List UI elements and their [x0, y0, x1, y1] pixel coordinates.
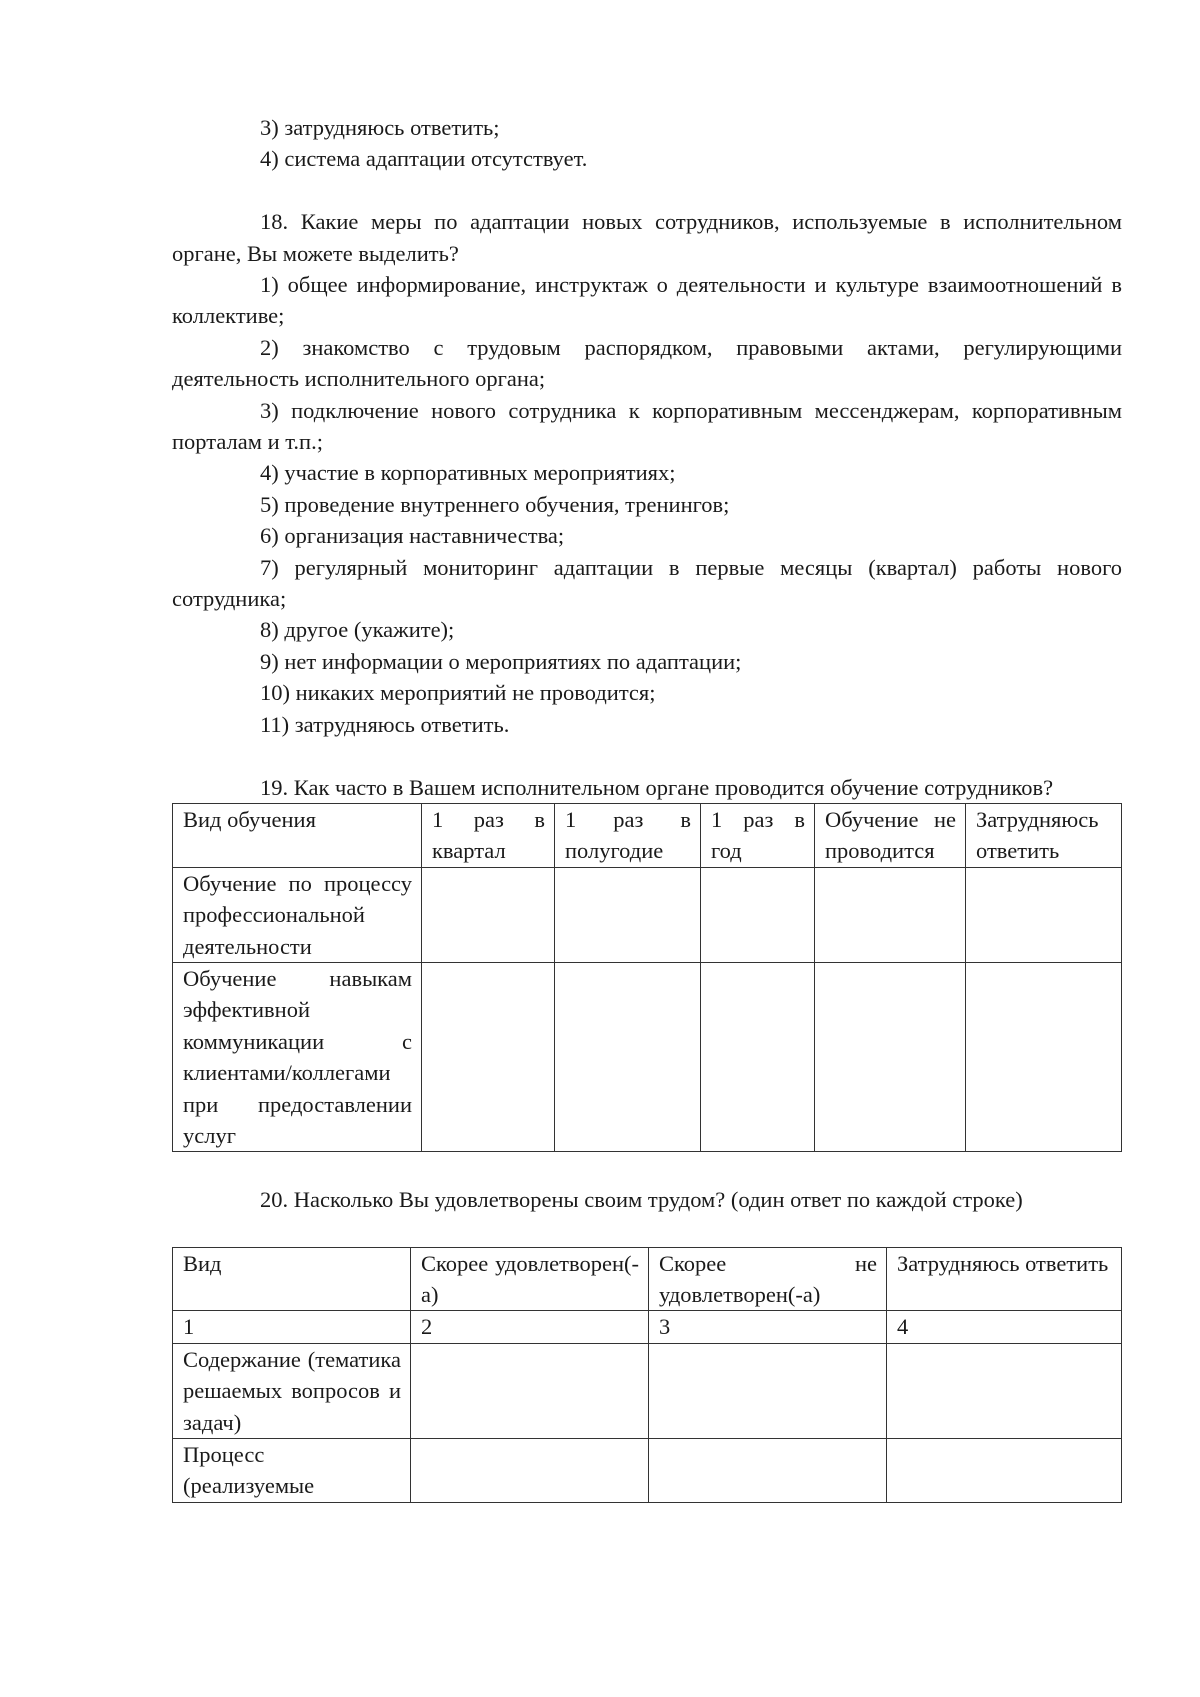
table-row	[173, 1343, 1122, 1438]
answer-cell[interactable]	[411, 1439, 649, 1503]
answer-cell[interactable]	[815, 867, 966, 962]
spacer	[172, 175, 1122, 206]
q18-option: 4) участие в корпоративных мероприятиях;	[260, 460, 676, 486]
q18-option: 6) организация наставничества;	[260, 523, 565, 549]
row-label-cell: Обучение по процессу профессиональной деятельности	[173, 867, 422, 962]
header-cell: Скорее не удовлетворен(-а)	[649, 1247, 887, 1311]
row-label-cell: Содержание (тематика решаемых вопросов и задач)	[173, 1343, 411, 1438]
q18-option: 2) знакомство с трудовым распорядком, правовыми актами, регулирующими деятельность исполнительного органа;	[172, 334, 1122, 392]
row-label-cell: Обучение навыкам эффективной коммуникации с клиентами/коллегами при предоставлении услуг	[173, 962, 422, 1151]
table-row	[173, 962, 1122, 1151]
table-header-row	[173, 1247, 1122, 1311]
table-row	[173, 1439, 1122, 1503]
answer-cell[interactable]	[887, 1439, 1122, 1503]
column-number-cell: 3	[649, 1311, 887, 1343]
q18-option: 7) регулярный мониторинг адаптации в первые месяцы (квартал) работы нового сотрудника;	[172, 554, 1122, 612]
q18-option: 11) затрудняюсь ответить.	[260, 711, 510, 737]
answer-cell[interactable]	[966, 962, 1122, 1151]
spacer	[172, 740, 1122, 771]
answer-cell[interactable]	[701, 867, 815, 962]
column-number-cell: 2	[411, 1311, 649, 1343]
q18-option: 1) общее информирование, инструктаж о деятельности и культуре взаимоотношений в коллективе;	[172, 272, 1122, 329]
answer-cell[interactable]	[815, 962, 966, 1151]
q20-table	[172, 1247, 1122, 1503]
header-cell: 1 раз в год	[701, 803, 815, 867]
q18-question: 18. Какие меры по адаптации новых сотрудников, используемые в исполнительном органе, Вы можете выделить?	[172, 209, 1122, 266]
answer-cell[interactable]	[555, 867, 701, 962]
table-row	[173, 867, 1122, 962]
document-page	[172, 112, 1122, 1503]
header-cell: 1 раз в полугодие	[555, 803, 701, 867]
answer-cell[interactable]	[966, 867, 1122, 962]
q18-option: 8) другое (укажите);	[260, 617, 455, 643]
table-header-row	[173, 803, 1122, 867]
answer-cell[interactable]	[411, 1343, 649, 1438]
answer-cell[interactable]	[649, 1343, 887, 1438]
header-cell: Обучение не проводится	[815, 803, 966, 867]
answer-cell[interactable]	[422, 867, 555, 962]
header-cell: Вид обучения	[173, 803, 422, 867]
q18-option: 5) проведение внутреннего обучения, тренингов;	[260, 491, 730, 517]
header-cell: Затрудняюсь ответить	[966, 803, 1122, 867]
table-number-row	[173, 1311, 1122, 1343]
header-cell: Затрудняюсь ответить	[887, 1247, 1122, 1311]
intro-item: 4) система адаптации отсутствует.	[260, 146, 588, 172]
answer-cell[interactable]	[555, 962, 701, 1151]
column-number-cell: 1	[173, 1311, 411, 1343]
intro-item: 3) затрудняюсь ответить;	[260, 115, 500, 140]
spacer	[172, 1215, 1122, 1246]
row-label-cell: Процесс (реализуемые	[173, 1439, 411, 1503]
answer-cell[interactable]	[887, 1343, 1122, 1438]
q18-option: 9) нет информации о мероприятиях по адаптации;	[260, 648, 742, 674]
q19-question: 19. Как часто в Вашем исполнительном органе проводится обучение сотрудников?	[260, 774, 1054, 800]
answer-cell[interactable]	[701, 962, 815, 1151]
q19-table	[172, 803, 1122, 1152]
q20-question: 20. Насколько Вы удовлетворены своим трудом? (один ответ по каждой строке)	[260, 1186, 1023, 1212]
q18-option: 10) никаких мероприятий не проводится;	[260, 680, 656, 706]
q18-option: 3) подключение нового сотрудника к корпоративным мессенджерам, корпоративным порталам и т.п.;	[172, 397, 1122, 455]
header-cell: 1 раз в квартал	[422, 803, 555, 867]
header-cell: Вид	[173, 1247, 411, 1311]
column-number-cell: 4	[887, 1311, 1122, 1343]
answer-cell[interactable]	[649, 1439, 887, 1503]
spacer	[172, 1152, 1122, 1183]
answer-cell[interactable]	[422, 962, 555, 1151]
header-cell: Скорее удовлетворен(-а)	[411, 1247, 649, 1311]
